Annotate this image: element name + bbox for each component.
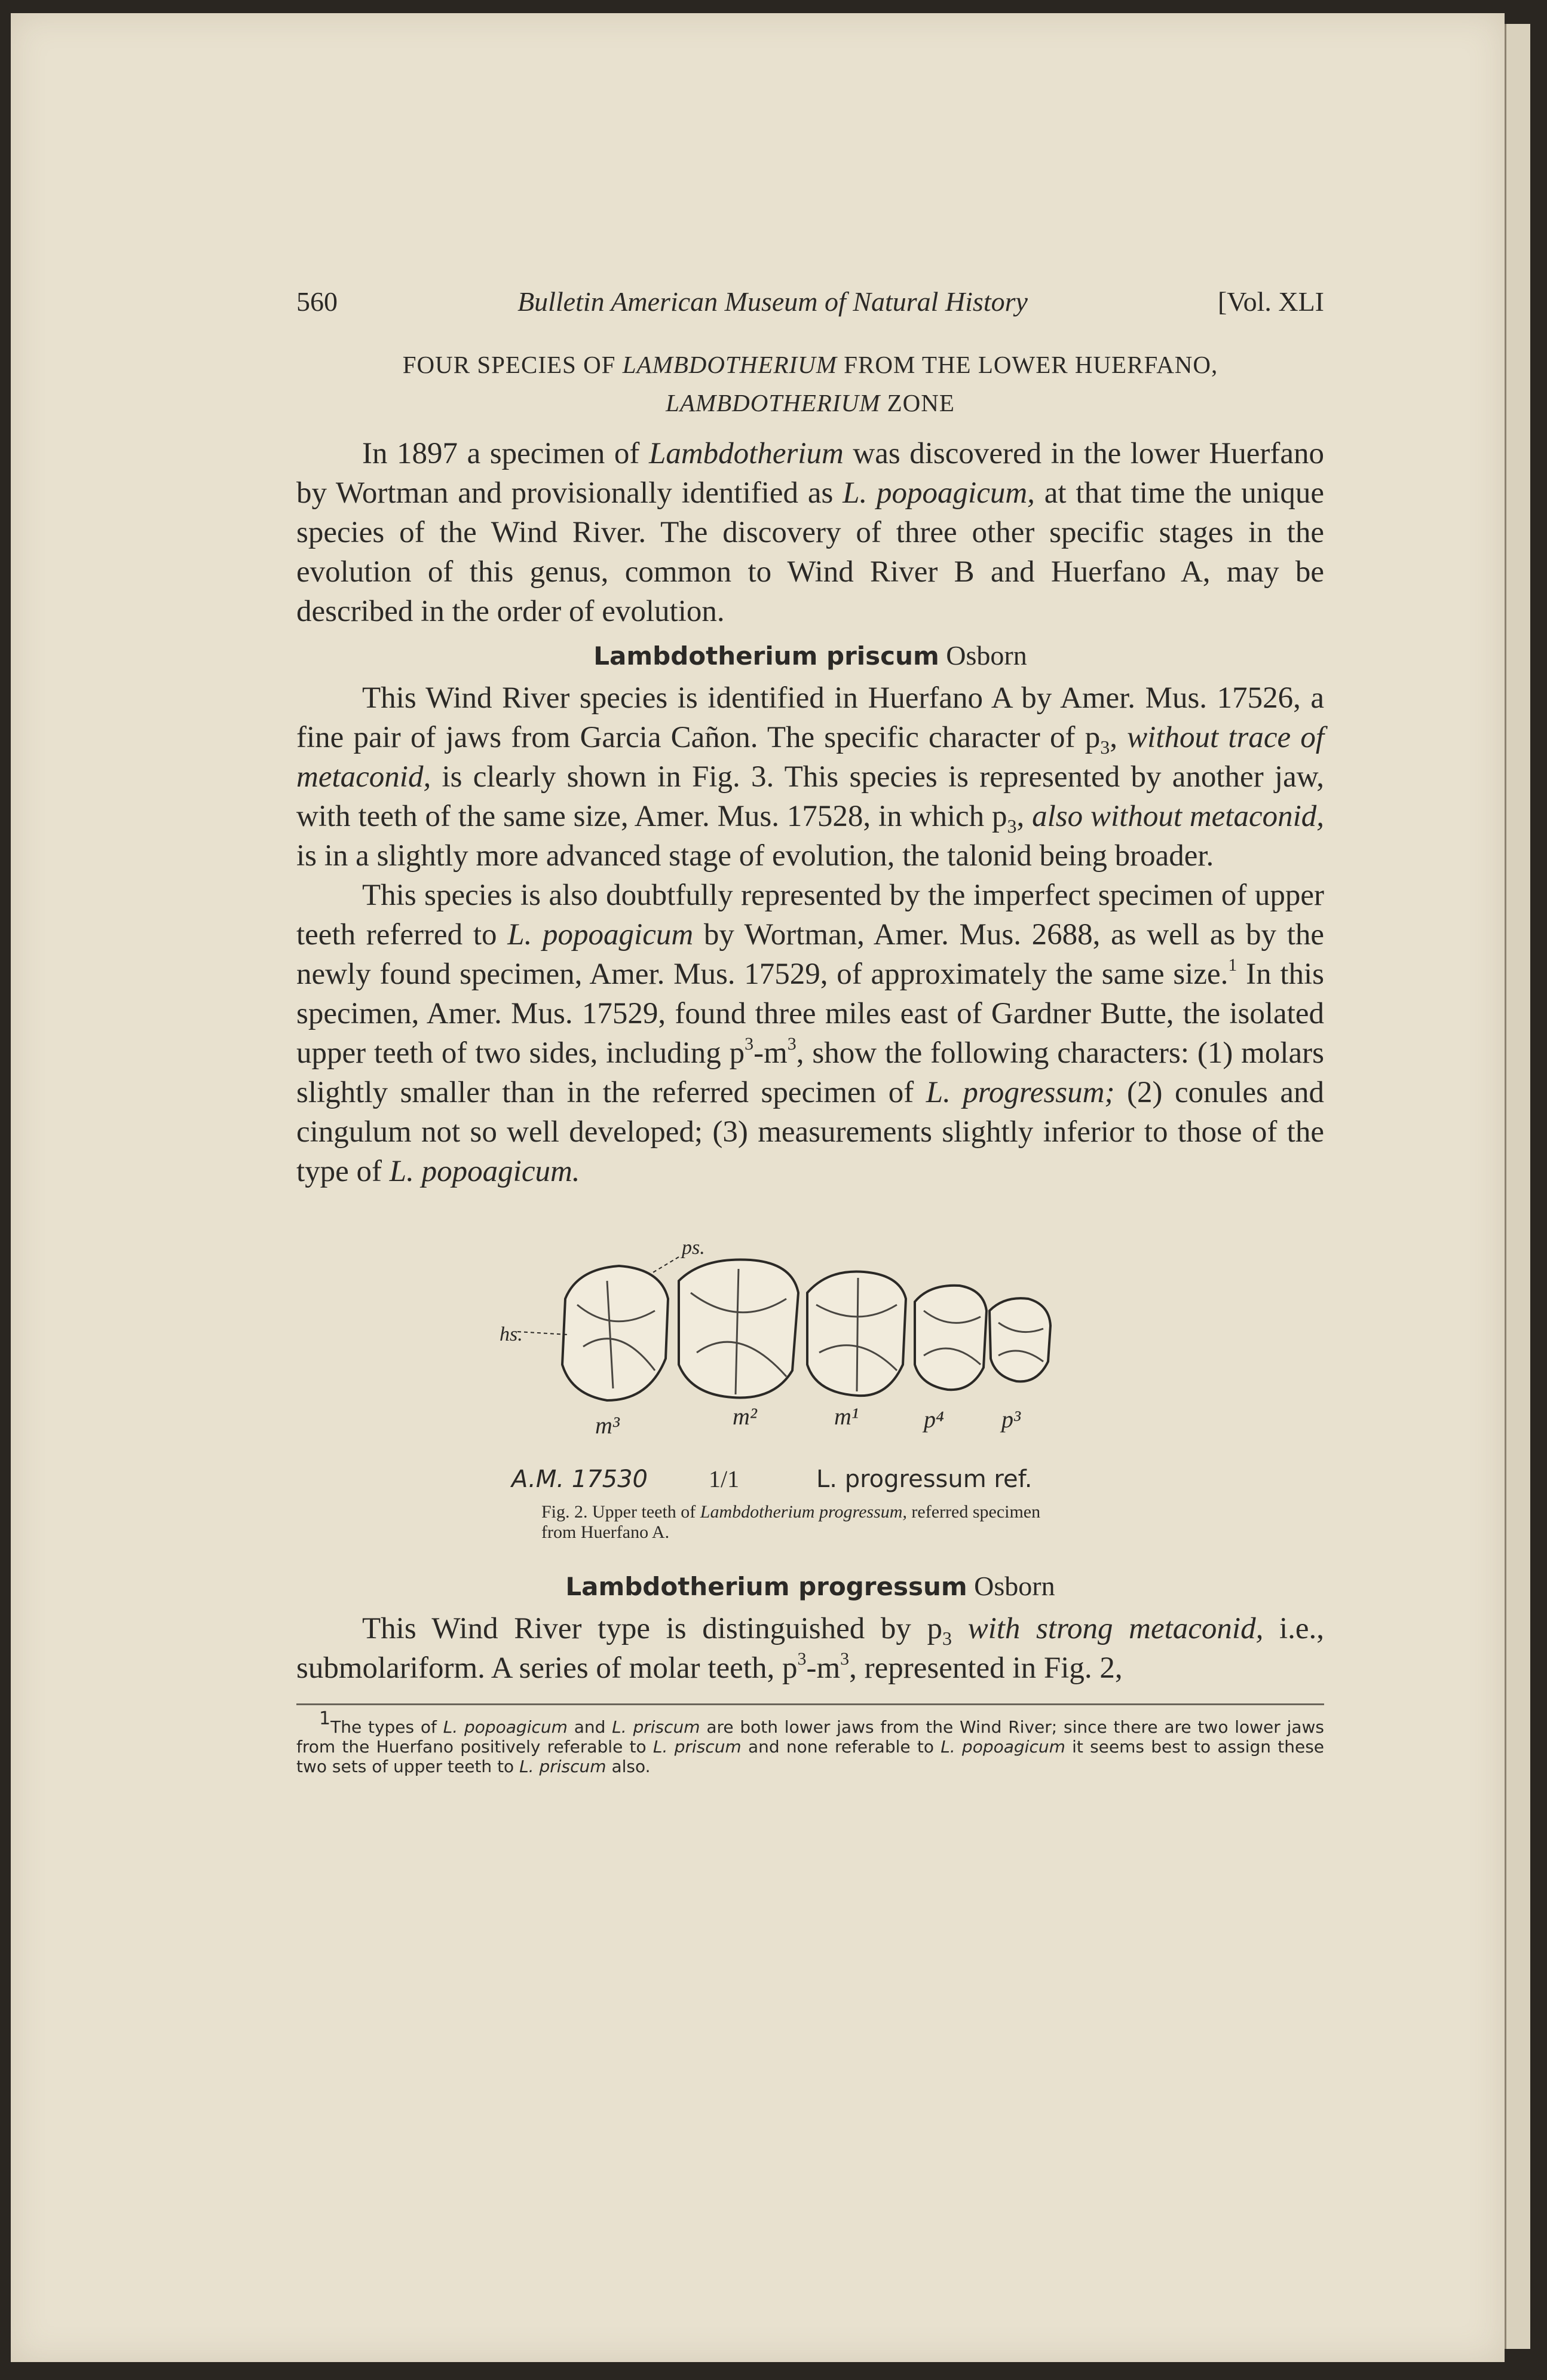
heading-genus: LAMBDOTHERIUM xyxy=(622,351,837,378)
label-p4: p⁴ xyxy=(924,1406,944,1433)
figure-caption: Fig. 2. Upper teeth of Lambdotherium progressum, referred specimen from Huerfano A. xyxy=(541,1502,1041,1542)
species-heading-priscum: Lambdotherium priscum Osborn xyxy=(593,640,1027,671)
label-hs: hs. xyxy=(500,1323,523,1345)
footnote-ref: 1 xyxy=(1228,955,1237,975)
priscum-paragraph-2: This species is also doubtfully represented by the imperfect specimen of upper teeth referred to L. popoagicum by Wortman, Amer. Mus. 2688, as well as by the newly found specimen, Amer. Mus. 17529, of approximately the same size.$^1$ In this specimen, Amer. Mus. 17529, found three miles east of Gardner Butte, the isolated upper teeth of two sides, including $p^3-m^3$, show the following characters: (1) molars slightly smaller than in the referred specimen of L. progressum; (2) conules and cingulum not so well developed; (3) measurements slightly inferior to those of the type of L. popoagicum. xyxy=(296,879,1325,1188)
tooth-p3 xyxy=(990,1298,1050,1381)
species-label: L. progressum ref. xyxy=(816,1466,1033,1493)
progressum-paragraph-1: This Wind River type is distinguished by $p_3$ with strong metaconid, i.e., submolariform. A series of molar teeth, $p^3-m^3$, represented in Fig. 2, xyxy=(296,1612,1324,1685)
running-header xyxy=(296,281,1324,323)
label-m2: m² xyxy=(733,1403,757,1430)
footnote-mark: 1 xyxy=(319,1708,331,1729)
label-ps: ps. xyxy=(682,1237,705,1259)
volume-label: [Vol. XLI xyxy=(1217,286,1324,317)
next-page-edge xyxy=(1505,24,1530,2349)
specimen-label: A.M. 17530 xyxy=(511,1466,648,1493)
page-content xyxy=(296,281,1324,1776)
page-number: 560 xyxy=(296,286,338,317)
scale-label: 1/1 xyxy=(709,1466,740,1492)
footnote-rule xyxy=(296,1703,1324,1705)
figure-2 xyxy=(296,1227,1324,1562)
species-heading-progressum: Lambdotherium progressum Osborn xyxy=(565,1571,1055,1601)
heading-genus: LAMBDOTHERIUM xyxy=(666,389,881,417)
heading-text: FROM THE LOWER HUERFANO, xyxy=(837,351,1218,378)
heading-text: ZONE xyxy=(880,389,955,417)
label-p3: p³ xyxy=(1001,1406,1021,1433)
heading-text: FOUR SPECIES OF xyxy=(402,351,623,378)
tooth-m3 xyxy=(562,1266,668,1400)
journal-title: Bulletin American Museum of Natural History xyxy=(517,286,1028,317)
footnote: $^1$The types of L. popoagicum and L. priscum are both lower jaws from the Wind River; since there are two lower jaws from the Huerfano positively referable to L. priscum and none referable to L. popoagicum it seems best to assign these two sets of upper teeth to L. priscum also. xyxy=(296,1708,1325,1776)
teeth-illustration xyxy=(296,1227,1324,1502)
priscum-paragraph-1: This Wind River species is identified in Huerfano A by Amer. Mus. 17526, a fine pair of jaws from Garcia Cañon. The specific character of $p_3$, without trace of metaconid, is clearly shown in Fig. 3. This species is represented by another jaw, with teeth of the same size, Amer. Mus. 17528, in which $p_3$, also without metaconid, is in a slightly more advanced stage of evolution, the talonid being broader. xyxy=(296,681,1325,873)
label-m1: m¹ xyxy=(834,1403,859,1430)
intro-paragraph: In 1897 a specimen of Lambdotherium was discovered in the lower Huerfano by Wortman and provisionally identified as L. popoagicum, at that time the unique species of the Wind River. The discovery of three other specific stages in the evolution of this genus, common to Wind River B and Huerfano A, may be described in the order of evolution. xyxy=(296,437,1324,628)
section-heading xyxy=(296,345,1324,422)
tooth-p4 xyxy=(915,1286,987,1390)
label-m3: m³ xyxy=(595,1412,620,1439)
